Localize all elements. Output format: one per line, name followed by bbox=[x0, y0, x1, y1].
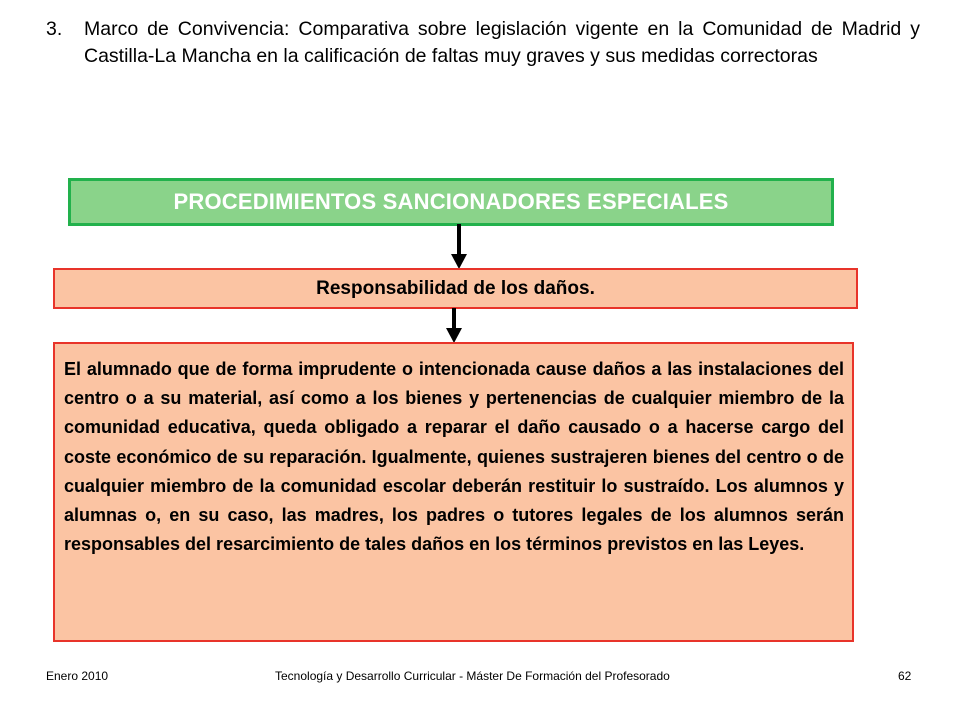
procedures-title: PROCEDIMIENTOS SANCIONADORES ESPECIALES bbox=[173, 189, 729, 214]
slide-heading bbox=[46, 16, 920, 70]
content-text: El alumnado que de forma imprudente o intencionada cause daños a las instalaciones del centro o a su material, así como a los bienes y pertenencias de cualquier miembro de la comunidad educativa, queda obligado a reparar el daño causado o a hacerse cargo del coste económico de su reparación. Igualmente, quienes sustrajeren bienes del centro o de cualquier miembro de la comunidad escolar deberán restituir lo sustraído. Los alumnos y alumnas o, en su caso, las madres, los padres o tutores legales de los alumnos serán responsables del resarcimiento de tales daños en los términos previstos en las Leyes. bbox=[64, 359, 844, 555]
procedures-box bbox=[68, 178, 834, 226]
arrow-down-icon bbox=[449, 224, 469, 270]
content-box bbox=[53, 342, 854, 642]
responsibility-title: Responsabilidad de los daños. bbox=[316, 277, 595, 299]
arrow-down-icon bbox=[444, 308, 464, 344]
heading-number: 3. bbox=[46, 18, 63, 40]
responsibility-box bbox=[53, 268, 858, 309]
heading-text: Marco de Convivencia: Comparativa sobre legislación vigente en la Comunidad de Madrid y Castilla-La Mancha en la calificación de faltas muy graves y sus medidas correctoras bbox=[84, 18, 920, 67]
footer-course: Tecnología y Desarrollo Curricular - Máster De Formación del Profesorado bbox=[275, 669, 670, 683]
footer-date: Enero 2010 bbox=[46, 669, 109, 683]
footer-page-number: 62 bbox=[898, 669, 912, 683]
